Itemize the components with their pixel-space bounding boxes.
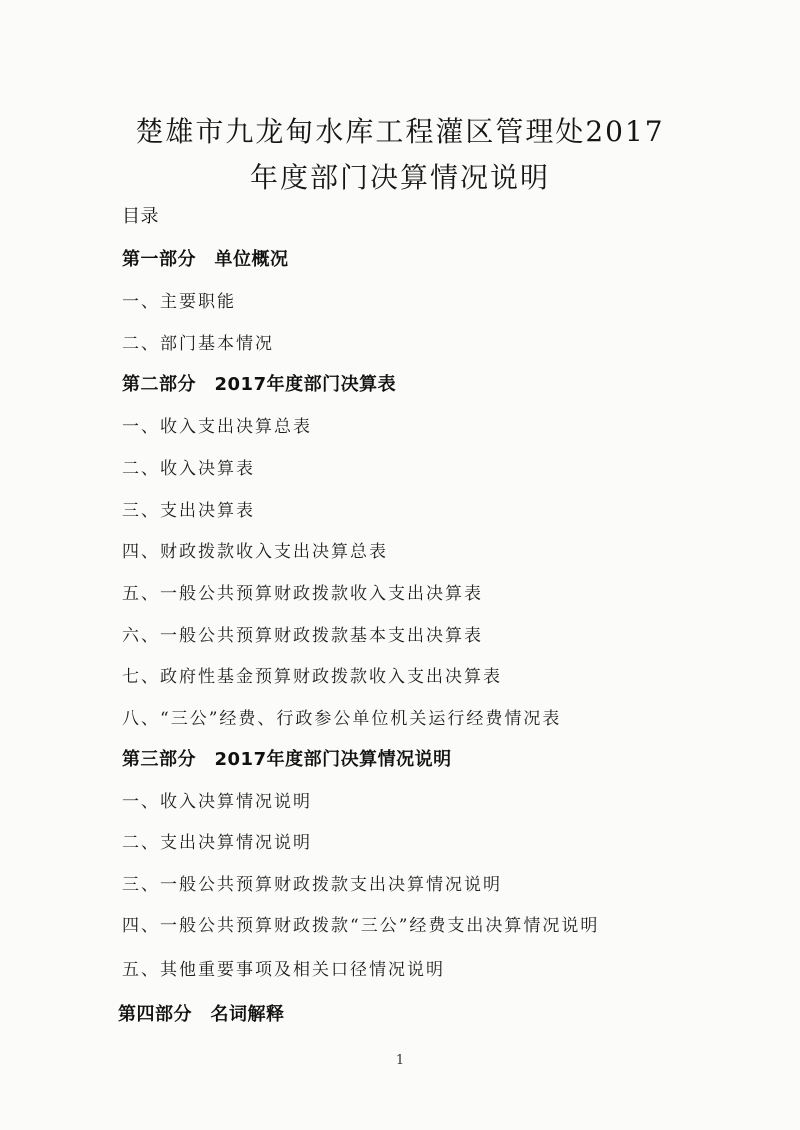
toc-item: 一、收入决算情况说明 xyxy=(122,792,312,812)
toc-item: 二、部门基本情况 xyxy=(122,334,274,354)
document-title-line-2: 年度部门决算情况说明 xyxy=(249,161,550,194)
toc-item: 二、收入决算表 xyxy=(122,459,255,479)
toc-item: 六、一般公共预算财政拨款基本支出决算表 xyxy=(122,626,483,646)
page-number: 1 xyxy=(395,1053,405,1068)
toc-label: 目录 xyxy=(122,206,159,227)
toc-item: 一、收入支出决算总表 xyxy=(122,417,312,437)
toc-item: 三、一般公共预算财政拨款支出决算情况说明 xyxy=(122,875,502,895)
toc-item: 七、政府性基金预算财政拨款收入支出决算表 xyxy=(122,667,502,687)
toc-item: 五、一般公共预算财政拨款收入支出决算表 xyxy=(122,584,483,604)
toc-item: 二、支出决算情况说明 xyxy=(122,833,312,853)
toc-heading-part-3: 第三部分 2017年度部门决算情况说明 xyxy=(122,749,452,770)
toc-heading-part-2: 第二部分 2017年度部门决算表 xyxy=(122,374,397,395)
toc-heading-part-1: 第一部分 单位概况 xyxy=(122,249,289,270)
toc-item: 一、主要职能 xyxy=(122,292,236,312)
toc-heading-part-4: 第四部分 名词解释 xyxy=(118,1004,285,1025)
toc-item: 四、财政拨款收入支出决算总表 xyxy=(122,542,388,562)
document-title-line-1: 楚雄市九龙甸水库工程灌区管理处2017 xyxy=(135,115,665,148)
toc-item: 四、一般公共预算财政拨款“三公”经费支出决算情况说明 xyxy=(122,916,600,936)
toc-item: 八、“三公”经费、行政参公单位机关运行经费情况表 xyxy=(122,709,562,729)
toc-item: 五、其他重要事项及相关口径情况说明 xyxy=(122,960,445,980)
toc-item: 三、支出决算表 xyxy=(122,501,255,521)
